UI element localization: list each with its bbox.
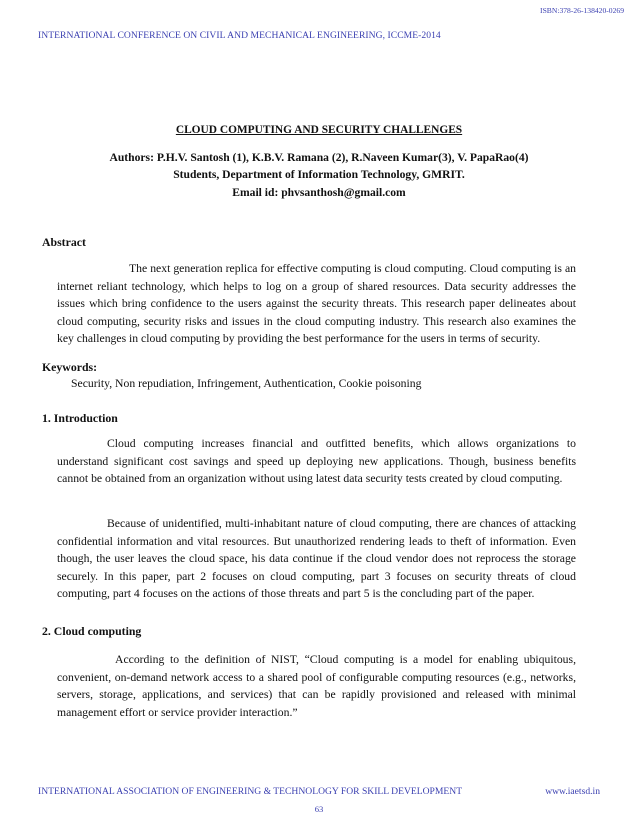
section-paragraph: According to the definition of NIST, “Cloud computing is a model for enabling ubiquitous, convenient, on-demand network access to a shared pool of configurable computing resources (e.g., networks, servers, storage, applications, and services) that can be rapidly provisioned and released with minimal management effort or service provider interaction.” xyxy=(57,653,576,719)
footer-association: INTERNATIONAL ASSOCIATION OF ENGINEERING & TECHNOLOGY FOR SKILL DEVELOPMENT xyxy=(38,786,463,797)
abstract-heading: Abstract xyxy=(42,235,86,249)
section-paragraph: Cloud computing increases financial and outfitted benefits, which allows organizations to understand significant cost savings and speed up deploying new applications. Though, business benefits cannot be obtained from an organization without using latest data security tests created by cloud computing. xyxy=(57,437,576,486)
section-heading: 2. Cloud computing xyxy=(42,624,142,638)
keywords-heading: Keywords: xyxy=(42,360,98,374)
paper-authors: Authors: P.H.V. Santosh (1), K.B.V. Ramana (2), R.Naveen Kumar(3), V. PapaRao(4) xyxy=(109,151,529,164)
page-number: 63 xyxy=(314,804,324,814)
paper-affiliation: Students, Department of Information Technology, GMRIT. xyxy=(173,168,465,181)
abstract-text: The next generation replica for effective computing is cloud computing. Cloud computing is an internet reliant technology, which helps to log on a group of shared resources. Data security addresses the issues which bring confidence to the users against the security threats. This research paper delineates about cloud computing, security risks and issues in the cloud computing industry. This research also examines the key challenges in cloud computing by providing the best performance for the users in terms of security. xyxy=(57,262,576,346)
keywords-text: Security, Non repudiation, Infringement, Authentication, Cookie poisoning xyxy=(71,377,422,390)
paper-email: Email id: phvsanthosh@gmail.com xyxy=(232,186,406,199)
section-paragraph: Because of unidentified, multi-inhabitant nature of cloud computing, there are chances of attacking confidential information and vital resources. But unauthorized rendering leads to theft of information. Even though, the user leaves the cloud space, his data continue if the cloud vendor does not reprocess the storage securely. In this paper, part 2 focuses on cloud computing, part 3 focuses on security threats of cloud computing, part 4 focuses on the actions of those threats and part 5 is the concluding part of the paper. xyxy=(57,517,576,601)
footer-website-link[interactable]: www.iaetsd.in xyxy=(545,786,600,797)
section-heading: 1. Introduction xyxy=(42,411,118,425)
paper-title: CLOUD COMPUTING AND SECURITY CHALLENGES xyxy=(175,124,463,136)
isbn-label: ISBN:378-26-138420-0269 xyxy=(540,6,624,15)
conference-header: INTERNATIONAL CONFERENCE ON CIVIL AND MECHANICAL ENGINEERING, ICCME-2014 xyxy=(38,30,441,41)
